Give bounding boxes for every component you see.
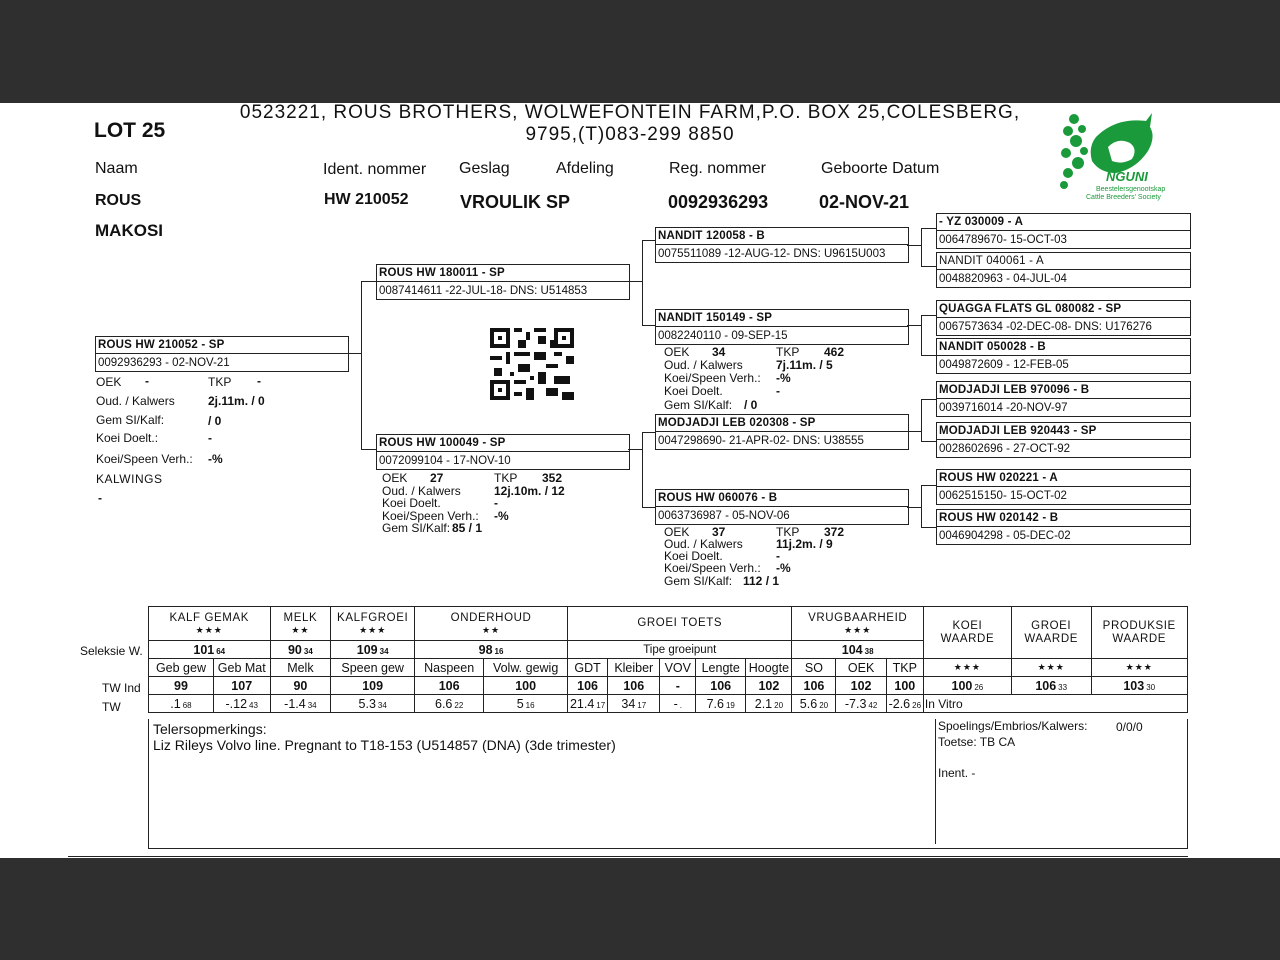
tw-cell: .1 68 (149, 695, 214, 713)
dam-speen-value: -% (494, 509, 509, 523)
dd-koei-value: - (776, 549, 780, 563)
dam-oek-value: 27 (430, 471, 444, 485)
animal-koei-label: Koei Doelt.: (96, 431, 159, 445)
connector (921, 399, 922, 441)
nguni-logo (1056, 107, 1172, 207)
dd-tkp-value: 372 (824, 525, 845, 539)
col-header: Kleiber (608, 659, 660, 677)
connector (907, 507, 922, 508)
label-afdeling: Afdeling (556, 160, 614, 177)
group-onderhoud: ONDERHOUD ★★ (415, 607, 568, 641)
dam-gem-label: Gem SI/Kalf: (382, 521, 451, 535)
sd-line2: 0082240110 - 09-SEP-15 (658, 330, 788, 342)
g1-line1: - YZ 030009 - A (937, 214, 1190, 231)
evaluation-grid (148, 606, 1188, 713)
stars-groeiw: ★★★ (1011, 659, 1091, 677)
label-ident: Ident. nommer (323, 161, 427, 178)
animal-speen-label: Koei/Speen Verh.: (96, 452, 193, 466)
sd-tkp-label: TKP (776, 345, 800, 359)
ggp-box-1 (936, 213, 1191, 249)
connector (642, 240, 656, 241)
dd-oek-label: OEK (664, 525, 690, 539)
remarks-text: Liz Rileys Volvo line. Pregnant to T18-153 (U514857 (DNA) (3de trimester) (153, 737, 616, 753)
tw-cell: 5.6 20 (792, 695, 836, 713)
col-header: SO (792, 659, 836, 677)
toetse: Toetse: TB CA (938, 735, 1016, 749)
connector (921, 441, 937, 442)
ggp-box-4 (936, 338, 1191, 374)
col-header: OEK (836, 659, 886, 677)
connector (921, 315, 937, 316)
ggp-box-6 (936, 422, 1191, 458)
ss-line1: NANDIT 120058 - B (656, 228, 908, 245)
connector (921, 228, 922, 266)
tw-cell: 5.3 34 (331, 695, 415, 713)
sel-kalfgroei: 109 34 (331, 641, 415, 659)
tw-ind-cell: 102 (836, 677, 886, 695)
connector (921, 527, 937, 528)
animal-name-1: ROUS (95, 192, 142, 209)
lot-number: LOT 25 (94, 119, 166, 142)
connector (921, 485, 922, 527)
tw-ind-cell: 106 (696, 677, 746, 695)
animal-name-2: MAKOSI (95, 221, 163, 240)
sire-sire-box (655, 227, 909, 263)
col-header: TKP (886, 659, 923, 677)
connector (921, 315, 922, 355)
dam-koei-value: - (494, 496, 498, 510)
g5-line1: MODJADJI LEB 970096 - B (937, 382, 1190, 399)
connector (907, 431, 922, 432)
ggp-box-8 (936, 509, 1191, 545)
tw-row (149, 695, 1188, 713)
column-headers (149, 659, 1188, 677)
tw-ind-cell: 100 (484, 677, 568, 695)
logo-sub-1: Beestelersgenootskap (1096, 186, 1166, 193)
dam-sire-box (655, 414, 909, 450)
tipe-groeipunt: Tipe groeipunt (568, 641, 792, 659)
ds-line2: 0047298690- 21-APR-02- DNS: U38555 (658, 435, 864, 447)
g2-line1: NANDIT 040061 - A (937, 253, 1190, 270)
connector (361, 449, 377, 450)
sel-vrug: 104 38 (792, 641, 923, 659)
ggp-box-3 (936, 300, 1191, 336)
stars-prod: ★★★ (1091, 659, 1188, 677)
connector (921, 228, 937, 229)
animal-dob: 02-NOV-21 (819, 192, 910, 212)
row-label-twind: TW Ind (102, 681, 141, 695)
dd-speen-value: -% (776, 561, 791, 575)
animal-oud-value: 2j.11m. / 0 (208, 394, 265, 408)
g4-line1: NANDIT 050028 - B (937, 339, 1190, 356)
animal-oud-label: Oud. / Kalwers (96, 394, 175, 408)
tw-ind-row (149, 677, 1188, 695)
connector (642, 325, 656, 326)
g8-line2: 0046904298 - 05-DEC-02 (939, 530, 1071, 542)
animal-gem-value: / 0 (208, 414, 222, 428)
sd-koei-label: Koei Doelt. (664, 384, 723, 398)
tw-cell: - . (660, 695, 696, 713)
breeder-line-1: 0523221, ROUS BROTHERS, WOLWEFONTEIN FARM,P.O. BOX 25,COLESBERG, (239, 103, 1021, 123)
remarks-divider (935, 719, 936, 844)
dam-line1: ROUS HW 100049 - SP (377, 435, 629, 452)
sd-tkp-value: 462 (824, 345, 845, 359)
g7-line1: ROUS HW 020221 - A (937, 470, 1190, 487)
label-naam: Naam (95, 160, 138, 177)
col-header: Melk (270, 659, 331, 677)
animal-oek-value: - (145, 374, 149, 388)
dam-tkp-label: TKP (494, 471, 518, 485)
group-vrug: VRUGBAARHEID ★★★ (792, 607, 923, 641)
connector (642, 240, 643, 326)
label-geboorte: Geboorte Datum (821, 160, 940, 177)
dam-speen-label: Koei/Speen Verh.: (382, 509, 479, 523)
sel-melk: 90 34 (270, 641, 331, 659)
tw-ind-cell: 106 (792, 677, 836, 695)
tw-ind-cell: 102 (746, 677, 792, 695)
tw-cell: -2.6 26 (886, 695, 923, 713)
tw-cell: 34 17 (608, 695, 660, 713)
animal-reg: 0092936293 (668, 192, 769, 212)
dam-oek-label: OEK (382, 471, 408, 485)
sd-oud-value: 7j.11m. / 5 (776, 358, 833, 372)
tw-ind-cell: 99 (149, 677, 214, 695)
connector (921, 355, 937, 356)
col-header: Naspeen (415, 659, 484, 677)
tw-cell: 6.6 22 (415, 695, 484, 713)
animal-oek-label: OEK (96, 375, 122, 389)
sd-oek-label: OEK (664, 345, 690, 359)
tw-ind-groei: 106 33 (1011, 677, 1091, 695)
connector (921, 266, 937, 267)
sel-onderhoud: 98 16 (415, 641, 568, 659)
animal-box-line1: ROUS HW 210052 - SP (96, 337, 348, 354)
tw-ind-cell: 100 (886, 677, 923, 695)
group-melk: MELK ★★ (270, 607, 331, 641)
sire-box (376, 264, 630, 300)
dd-gem-value: 112 / 1 (743, 574, 780, 588)
bottom-rule (68, 856, 1188, 857)
sd-speen-label: Koei/Speen Verh.: (664, 371, 761, 385)
sd-gem-label: Gem SI/Kalf: (664, 398, 733, 412)
ggp-box-5 (936, 381, 1191, 417)
g1-line2: 0064789670- 15-OCT-03 (939, 234, 1067, 246)
ds-line1: MODJADJI LEB 020308 - SP (656, 415, 908, 432)
remarks-title: Telersopmerkings: (153, 721, 267, 737)
col-header: VOV (660, 659, 696, 677)
dam-dam-box (655, 489, 909, 525)
g2-line2: 0048820963 - 04-JUL-04 (939, 273, 1067, 285)
col-header: Volw. gewig (484, 659, 568, 677)
sd-oek-value: 34 (712, 345, 726, 359)
dam-gem-value: 85 / 1 (452, 521, 483, 535)
tw-cell: 7.6 19 (696, 695, 746, 713)
animal-koei-value: - (208, 431, 212, 445)
dd-gem-label: Gem SI/Kalf: (664, 574, 733, 588)
connector (628, 281, 643, 282)
tw-ind-cell: 109 (331, 677, 415, 695)
lot-sheet (0, 103, 1280, 858)
connector (921, 485, 937, 486)
inent: Inent. - (938, 766, 976, 780)
tw-cell: -.12 43 (213, 695, 270, 713)
connector (907, 245, 922, 246)
stars-koei: ★★★ (923, 659, 1011, 677)
spoelings-label: Spoelings/Embrios/Kalwers: (938, 719, 1088, 733)
col-header: Geb Mat (213, 659, 270, 677)
sire-line2: 0087414611 -22-JUL-18- DNS: U514853 (379, 285, 588, 297)
group-koei: KOEI WAARDE (923, 607, 1011, 659)
spoelings-value: 0/0/0 (1116, 720, 1143, 734)
sire-dam-box (655, 309, 909, 345)
label-geslag: Geslag (459, 160, 510, 177)
sd-oud-label: Oud. / Kalwers (664, 358, 743, 372)
dam-oud-label: Oud. / Kalwers (382, 484, 461, 498)
tw-ind-cell: 107 (213, 677, 270, 695)
qr-code-icon (490, 328, 574, 400)
animal-gem-label: Gem SI/Kalf: (96, 413, 165, 427)
connector (642, 507, 656, 508)
g6-line2: 0028602696 - 27-OCT-92 (939, 443, 1071, 455)
g6-line1: MODJADJI LEB 920443 - SP (937, 423, 1190, 440)
dd-line2: 0063736987 - 05-NOV-06 (658, 510, 790, 522)
tw-cell: 21.4 17 (568, 695, 608, 713)
sd-koei-value: - (776, 384, 780, 398)
tw-ind-cell: - (660, 677, 696, 695)
ggp-box-7 (936, 469, 1191, 505)
tw-cell: -7.3 42 (836, 695, 886, 713)
col-header: Speen gew (331, 659, 415, 677)
logo-text: NGUNI (1106, 169, 1148, 184)
col-header: Geb gew (149, 659, 214, 677)
connector (907, 325, 922, 326)
tw-ind-cell: 90 (270, 677, 331, 695)
tw-cell: -1.4 34 (270, 695, 331, 713)
tw-ind-cell: 106 (608, 677, 660, 695)
sd-line1: NANDIT 150149 - SP (656, 310, 908, 327)
g5-line2: 0039716014 -20-NOV-97 (939, 402, 1068, 414)
g3-line2: 0067573634 -02-DEC-08- DNS: U176276 (939, 321, 1152, 333)
group-kalfgroei: KALFGROEI ★★★ (331, 607, 415, 641)
animal-speen-value: -% (208, 452, 223, 466)
connector (361, 281, 377, 282)
dd-line1: ROUS HW 060076 - B (656, 490, 908, 507)
tw-cell: 5 16 (484, 695, 568, 713)
dd-tkp-label: TKP (776, 525, 800, 539)
dd-oud-label: Oud. / Kalwers (664, 537, 743, 551)
col-header: Lengte (696, 659, 746, 677)
animal-kalwings-label: KALWINGS (96, 472, 163, 486)
tw-ind-koei: 100 26 (923, 677, 1011, 695)
group-groeiw: GROEI WAARDE (1011, 607, 1091, 659)
connector (642, 432, 643, 507)
animal-kalwings-value: - (98, 491, 102, 505)
connector (361, 281, 362, 449)
col-header: GDT (568, 659, 608, 677)
group-prod: PRODUKSIE WAARDE (1091, 607, 1188, 659)
dam-koei-label: Koei Doelt. (382, 496, 441, 510)
animal-tkp-label: TKP (208, 375, 232, 389)
tw-cell: 2.1 20 (746, 695, 792, 713)
g8-line1: ROUS HW 020142 - B (937, 510, 1190, 527)
row-label-tw: TW (102, 700, 121, 714)
animal-box-line2: 0092936293 - 02-NOV-21 (98, 357, 230, 369)
ss-line2: 0075511089 -12-AUG-12- DNS: U9615U003 (658, 248, 886, 260)
connector (921, 399, 937, 400)
sire-line1: ROUS HW 180011 - SP (377, 265, 629, 282)
breeder-line-2: 9795,(T)083-299 8850 (525, 124, 735, 145)
sd-gem-value: / 0 (744, 398, 758, 412)
dam-box (376, 434, 630, 470)
animal-ident: HW 210052 (324, 191, 409, 208)
ggp-box-2 (936, 252, 1191, 288)
row-label-seleksie: Seleksie W. (80, 644, 143, 658)
animal-geslag: VROULIK SP (460, 192, 571, 212)
g7-line2: 0062515150- 15-OCT-02 (939, 490, 1067, 502)
connector (628, 449, 643, 450)
connector (642, 432, 656, 433)
col-header: Hoogte (746, 659, 792, 677)
group-groei: GROEI TOETS (568, 607, 792, 641)
g3-line1: QUAGGA FLATS GL 080082 - SP (937, 301, 1190, 318)
sd-speen-value: -% (776, 371, 791, 385)
dd-koei-label: Koei Doelt. (664, 549, 723, 563)
logo-sub-2: Cattle Breeders' Society (1086, 194, 1161, 201)
animal-box (95, 336, 349, 372)
dd-oek-value: 37 (712, 525, 726, 539)
connector (347, 353, 362, 354)
dam-oud-value: 12j.10m. / 12 (494, 484, 565, 498)
tw-ind-cell: 106 (415, 677, 484, 695)
dd-oud-value: 11j.2m. / 9 (776, 537, 833, 551)
in-vitro: In Vitro (923, 695, 1187, 713)
dd-speen-label: Koei/Speen Verh.: (664, 561, 761, 575)
dam-tkp-value: 352 (542, 471, 563, 485)
label-reg: Reg. nommer (669, 160, 766, 177)
sel-kalf: 101 64 (149, 641, 271, 659)
tw-ind-prod: 103 30 (1091, 677, 1188, 695)
tw-ind-cell: 106 (568, 677, 608, 695)
animal-tkp-value: - (257, 374, 261, 388)
group-kalf: KALF GEMAK ★★★ (149, 607, 271, 641)
g4-line2: 0049872609 - 12-FEB-05 (939, 359, 1069, 371)
dam-line2: 0072099104 - 17-NOV-10 (379, 455, 511, 467)
remarks-area (148, 719, 1188, 849)
